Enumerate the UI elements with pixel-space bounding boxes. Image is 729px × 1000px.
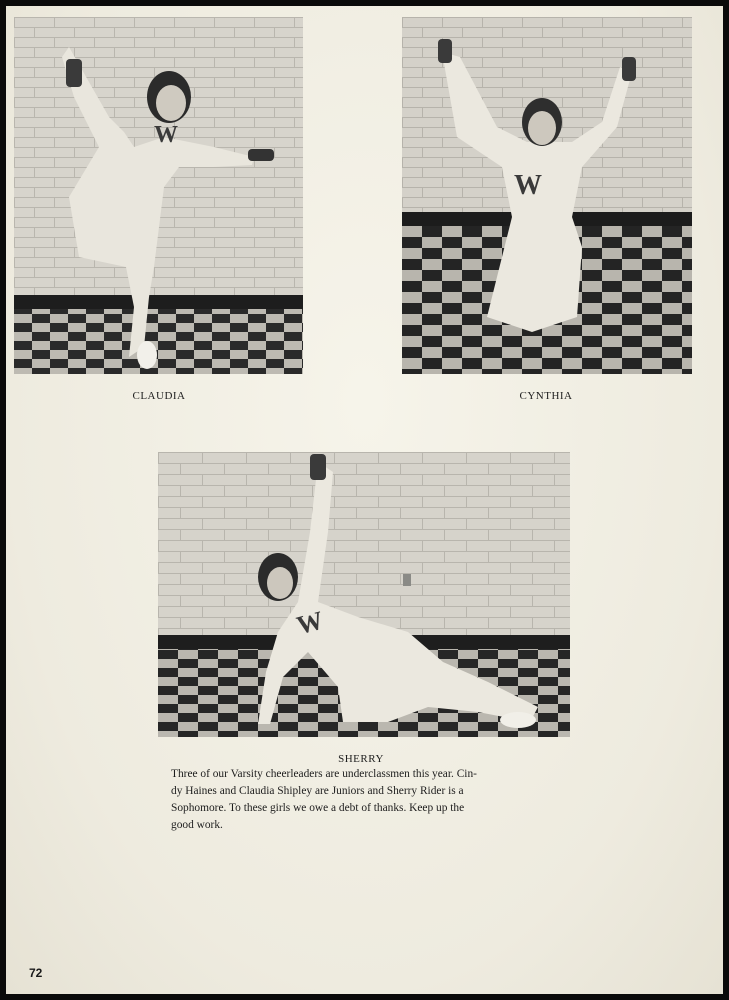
caption-sherry: SHERRY: [338, 753, 384, 765]
photo-cynthia-image: [402, 17, 692, 374]
photo-claudia-image: [14, 17, 303, 374]
letter-w-emblem: W: [154, 122, 178, 148]
letter-w-emblem: W: [514, 170, 542, 201]
body-line: Three of our Varsity cheerleaders are underclassmen this year. Cin-: [171, 768, 477, 780]
body-paragraph: [171, 766, 551, 834]
body-line: dy Haines and Claudia Shipley are Juniors and Sherry Rider is a: [171, 785, 464, 797]
photo-claudia: [14, 17, 303, 374]
page-number: 72: [29, 966, 43, 980]
photo-sherry-image: [158, 452, 570, 737]
photo-sherry: [158, 452, 570, 737]
letter-w-emblem: W: [293, 605, 327, 641]
caption-claudia: CLAUDIA: [132, 390, 186, 402]
yearbook-page: [6, 6, 723, 994]
photo-cynthia: [402, 17, 692, 374]
body-line: Sophomore. To these girls we owe a debt of thanks. Keep up the: [171, 802, 465, 814]
caption-cynthia: CYNTHIA: [519, 390, 573, 402]
body-line: good work.: [171, 819, 223, 831]
